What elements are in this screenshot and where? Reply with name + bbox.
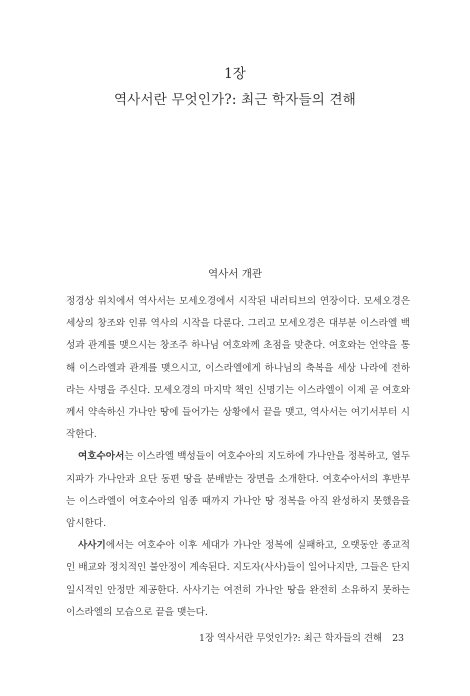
paragraph-3: [66, 535, 410, 624]
paragraph-2: [66, 446, 410, 535]
paragraph-2-lead-term: 여호수아서: [78, 451, 125, 463]
page-footer: [199, 630, 404, 644]
section-heading: 역사서 개관: [207, 268, 263, 280]
running-title: 1장 역사서란 무엇인가?: 최근 학자들의 견해: [199, 633, 383, 644]
paragraph-3-lead-term: 사사기: [78, 540, 106, 552]
paragraph-3-text: 에서는 여호수아 이후 세대가 가나안 정복에 실패하고, 오랫동안 종교적인 배교와 정치적인 불안정이 계속된다. 지도자(사사)들이 일어나지만, 그들은 단지 일시적인 안정만 제공한다. 사사기는 여전히 가나안 땅을 완전히 소유하지 못하는 이스라엘의 모습으로 끝을 맺는다.: [66, 540, 410, 618]
chapter-number: 1장: [224, 66, 246, 82]
paragraph-1: 정경상 위치에서 역사서는 모세오경에서 시작된 내러티브의 연장이다. 모세오경은 세상의 창조와 인류 역사의 시작을 다룬다. 그리고 모세오경은 대부분 이스라엘 백성과 관계를 맺으시는 창조주 하나님 여호와께 초점을 맞춘다. 여호와는 언약을 통해 이스라엘과 관계를 맺으시고, 이스라엘에게 하나님의 축복을 세상 나라에 전하라는 사명을 주신다. 모세오경의 마지막 책인 신명기는 이스라엘이 이제 곧 여호와께서 약속하신 가나안 땅에 들어가는 상황에서 끝을 맺고, 역사서는 여기서부터 시작한다.: [66, 296, 410, 441]
chapter-title: 역사서란 무엇인가?: 최근 학자들의 견해: [113, 92, 356, 108]
paragraph-2-text: 는 이스라엘 백성들이 여호수아의 지도하에 가나안을 정복하고, 열두 지파가 가나안과 요단 동편 땅을 분배받는 장면을 소개한다. 여호수아서의 후반부는 이스라엘이 여호수아의 임종 때까지 가나안 땅 정복을 아직 완성하지 못했음을 암시한다.: [66, 451, 410, 530]
body-text: [66, 291, 410, 624]
page-number: 23: [392, 633, 404, 644]
